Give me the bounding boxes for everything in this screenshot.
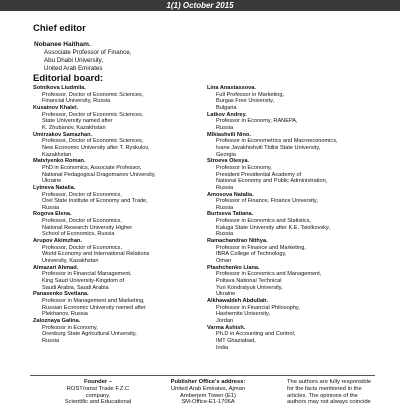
board-member <box>207 132 377 159</box>
board-member <box>33 238 203 265</box>
board-member-affiliation: Professor, Doctor of Economics, <box>42 218 122 225</box>
board-member <box>33 265 203 292</box>
board-member-name: Ptashchenko Liana. <box>207 264 260 271</box>
board-member-name: Alkhawaldeh Abdullah. <box>207 298 269 304</box>
board-member-name: Sotnikova Liudmila. <box>33 85 86 91</box>
board-member-affiliation: King Saud University-Kingdom of <box>42 278 125 285</box>
board-column-left <box>33 85 203 345</box>
board-member-affiliation: IMT Ghaziabad, <box>216 337 256 344</box>
board-member <box>33 158 203 185</box>
board-member-affiliation: K. Zhubanov, Kazakhstan <box>42 124 106 131</box>
board-member-affiliation: Ukraine <box>42 178 62 185</box>
disclaimer-line: for the facts mentioned in the <box>287 385 362 392</box>
board-member-affiliation: PhD in Economics, Associate Professor, <box>42 164 142 171</box>
board-member-affiliation: Ivane Javakhishvili Tbilisi State University, <box>216 144 321 151</box>
board-member-affiliation: President Presidential Academy of <box>216 171 302 178</box>
board-member-affiliation: Professor, Doctor of Economics, <box>42 244 122 251</box>
board-member-affiliation: Professor in Economy, <box>42 324 98 331</box>
disclaimer-line: authors may not always coincide <box>287 399 371 406</box>
board-member-affiliation: Professor in Financial Management, <box>42 271 132 278</box>
board-member <box>207 112 377 132</box>
board-member-affiliation: Plekhanov, Russia <box>42 311 88 318</box>
issue-label: 1(1) October 2015 <box>166 1 234 10</box>
board-member-affiliation: New Economic University after T. Ryskulov, <box>42 144 150 151</box>
office-line: SM-Office-E1-1706A <box>181 399 235 406</box>
chief-detail-line: Abu Dhabi University, <box>44 57 104 64</box>
board-member-affiliation: Professor, Doctor of Economic Sciences, <box>42 91 144 98</box>
board-member-affiliation: Burgas Free University, <box>216 98 275 105</box>
board-member-affiliation: India <box>216 344 229 351</box>
board-member-affiliation: Orel State Institute of Economy and Trade, <box>42 198 148 205</box>
board-member-affiliation: IBRA College of Technology, <box>216 251 287 258</box>
board-member <box>207 265 377 298</box>
board-member-name: Zaloznaya Galina. <box>33 317 81 324</box>
board-member-affiliation: Professor, Doctor of Economics, <box>42 191 122 198</box>
board-member-affiliation: National Economy and Public Administration, <box>216 178 328 185</box>
board-member <box>33 185 203 212</box>
founder-line: ROST/rans/ Trade F.Z.C <box>66 385 130 392</box>
board-member-affiliation: Professor in Economics and Management, <box>216 271 322 278</box>
board-member-name: Arupov Akimzhan. <box>33 238 82 245</box>
board-member-affiliation: Professor in Finance and Marketing, <box>216 244 306 251</box>
board-member-name: Mikiashvili Nino. <box>207 131 251 138</box>
chief-detail-line: United Arab Emirates <box>44 65 103 72</box>
board-member-name: Umirzakov Samazhan. <box>33 131 93 138</box>
board-member <box>33 85 203 105</box>
chief-detail-line: Associate Professor of Finance, <box>44 49 132 56</box>
board-member-affiliation: Oman <box>216 258 232 265</box>
board-member-affiliation: Financial University, Russia <box>42 98 111 105</box>
board-member <box>207 158 377 191</box>
disclaimer-line: The authors are fully responsible <box>287 379 372 385</box>
office-line: Amberjem Tower (E1) <box>180 392 236 399</box>
editorial-board-heading: Editorial board: <box>33 73 104 84</box>
board-member-name: Varma Ashish. <box>207 324 246 331</box>
board-member-affiliation: Professor, Doctor of Economic Sciences, <box>42 111 144 118</box>
board-member-name: Stroeva Olesya. <box>207 158 249 165</box>
chief-editor-name: Nobanee Haitham. <box>34 41 91 48</box>
board-member <box>33 291 203 318</box>
board-member <box>207 211 377 238</box>
board-member-affiliation: National Research University Higher <box>42 224 133 231</box>
board-member-name: Latkov Andrey. <box>207 111 247 118</box>
board-member <box>33 132 203 159</box>
board-member-affiliation: Saudi Arabia, Saudi Arabia <box>42 284 109 291</box>
footer-divider <box>30 375 375 376</box>
board-member-affiliation: Russia <box>42 204 60 211</box>
board-member-affiliation: Professor in Financial Philosophy, <box>216 304 300 311</box>
chief-editor-heading: Chief editor <box>33 23 86 34</box>
board-member-affiliation: Orenburg State Agricultural University, <box>42 331 137 338</box>
board-member-name: Lina Anastassova. <box>207 85 256 91</box>
disclaimer-line: articles. The opinions of the <box>287 392 358 399</box>
board-member-affiliation: Hashemite University, <box>216 311 270 318</box>
board-member-affiliation: Kazakhstan <box>42 151 72 158</box>
board-member <box>207 325 377 352</box>
board-member-affiliation: Russia <box>216 204 234 211</box>
board-member-affiliation: Jordan <box>216 317 234 324</box>
founder-line: Scientific and Educational <box>64 399 132 406</box>
board-member-name: Burtseva Tatiana. <box>207 211 254 218</box>
board-member-affiliation: Full Professor in Marketing, <box>216 91 285 98</box>
board-member-affiliation: Professor in Economy, <box>216 164 272 171</box>
board-member-affiliation: Russia <box>216 231 234 238</box>
board-member-affiliation: Professor in Economics and Statistics, <box>216 218 312 225</box>
board-member-name: Panasenko Svetlana. <box>33 291 89 298</box>
board-member-name: Amosova Natalia. <box>207 191 254 198</box>
footer-office <box>160 379 256 406</box>
board-member-affiliation: Russia <box>216 184 234 191</box>
board-member-affiliation: Professor in Management and Marketing, <box>42 298 145 304</box>
board-member-affiliation: Yuri Kondratyuk University, <box>216 284 283 291</box>
board-member-affiliation: National Pedagogical Dragomanov University, <box>42 171 156 178</box>
board-member-name: Almazari Ahmad. <box>33 264 79 271</box>
board-member-affiliation: Professor, Doctor of Economic Sciences, <box>42 138 144 145</box>
founder-line: company, <box>85 392 111 399</box>
board-member-affiliation: Ukraine <box>216 291 236 298</box>
board-member-affiliation: Russian Economic University named after <box>42 304 146 311</box>
board-member-affiliation: Georgia <box>216 151 236 158</box>
board-member <box>207 192 377 212</box>
board-member-name: Lytneva Natalia. <box>33 184 76 191</box>
chief-editor-details <box>44 49 131 73</box>
board-member <box>33 318 203 345</box>
board-member <box>207 298 377 325</box>
board-member <box>33 211 203 238</box>
issue-banner <box>0 0 400 11</box>
board-member-affiliation: Russia <box>216 124 234 131</box>
founder-label: Founder – <box>83 379 113 385</box>
board-member-affiliation: Professor in Econometrics and Macroeconomics, <box>216 138 338 145</box>
board-member <box>207 238 377 265</box>
board-member <box>33 105 203 132</box>
board-member-affiliation: State University named after <box>42 118 113 125</box>
board-member-affiliation: Poltava National Technical <box>216 278 282 285</box>
board-member-name: Matviyenko Roman. <box>33 158 86 165</box>
board-member-name: Kusainov Khalel. <box>33 104 79 111</box>
board-member-affiliation: School of Economics, Russia <box>42 231 115 238</box>
board-member-affiliation: Professor of Finance, Finance University, <box>216 198 318 205</box>
board-member-affiliation: Russia <box>42 337 60 344</box>
office-label: Publisher Office's address: <box>170 379 246 385</box>
board-member-affiliation: Ph.D in Accounting and Control, <box>216 331 296 338</box>
board-member-name: Rogova Elena. <box>33 211 72 218</box>
board-member-affiliation: World Economy and International Relations <box>42 251 150 258</box>
office-line: United Arab Emirates, Ajman <box>170 385 246 392</box>
board-member-name: Ramachandran Nithya. <box>207 238 268 245</box>
board-member <box>207 85 377 112</box>
board-member-affiliation: Professor in Economy, RANEPA, <box>216 118 298 125</box>
footer-founder <box>62 379 134 406</box>
footer-disclaimer <box>287 379 387 406</box>
board-member-affiliation: Kaluga State University after K.E. Tsiolkovsky, <box>216 224 330 231</box>
board-column-right <box>207 85 377 351</box>
board-member-affiliation: Bulgaria <box>216 104 237 111</box>
board-member-affiliation: University, Kazakhstan <box>42 258 99 265</box>
